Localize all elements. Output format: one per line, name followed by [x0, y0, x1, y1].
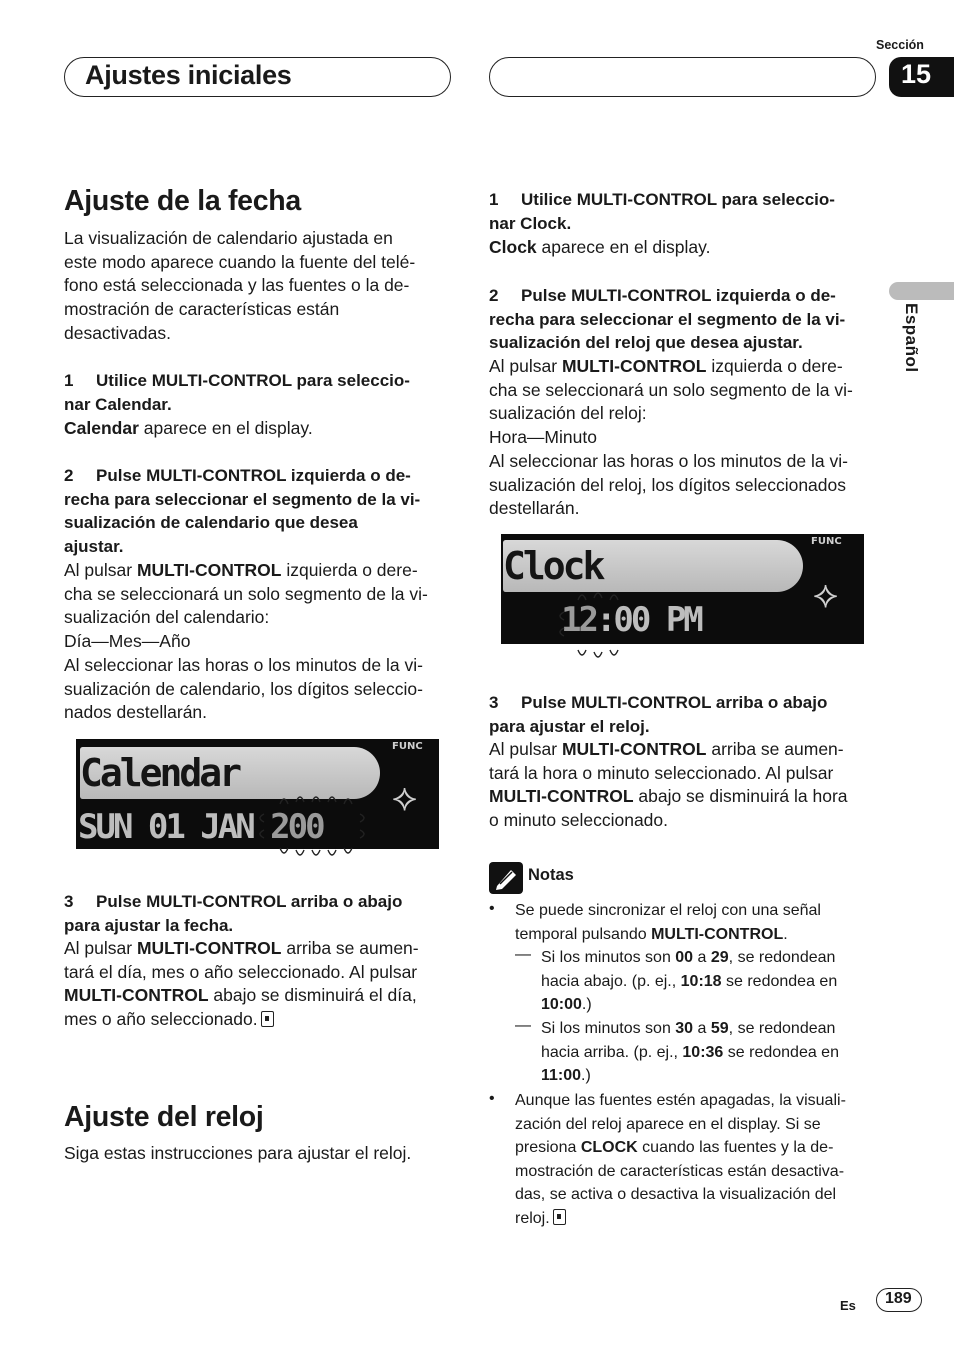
text-span: se redondea en [721, 972, 838, 990]
joystick-icon: ⟡ [392, 777, 418, 819]
text-span: reloj. [515, 1209, 550, 1227]
step-number: 2 [489, 286, 499, 305]
text-span: , se redondean [728, 1020, 836, 1037]
flashing-digits-icon [556, 586, 632, 662]
step-number: 1 [489, 190, 499, 209]
bold-term: Calendar [64, 418, 139, 438]
func-label: FUNC [811, 536, 842, 547]
text-span: , se redondean [728, 949, 836, 966]
section-header [64, 57, 451, 97]
reloj-step-1-body [489, 236, 877, 260]
note-bullet: • [489, 1090, 495, 1107]
notes-pencil-icon [489, 862, 523, 894]
heading-ajuste-reloj: Ajuste del reloj [64, 1101, 264, 1133]
text-span: Si los minutos son [541, 1020, 676, 1037]
page-number: 189 [885, 1290, 912, 1307]
text-line: sualización del calendario: [64, 607, 270, 628]
text-span: abajo se disminuirá el día, [208, 985, 417, 1006]
text-span: arriba se aumen- [706, 739, 844, 759]
fecha-step-3-body [64, 937, 452, 1032]
fecha-step-1-body [64, 417, 452, 441]
text-line: Se puede sincronizar el reloj con una señal [515, 902, 821, 919]
text-line: para ajustar el reloj. [489, 716, 650, 736]
step-number: 1 [64, 371, 74, 390]
language-tab-bar [889, 282, 954, 300]
text-line: o minuto seleccionado. [489, 810, 668, 831]
text-span: a [693, 1020, 711, 1037]
text-line: Al seleccionar las horas o los minutos de la vi- [489, 450, 848, 471]
text-span: . [783, 925, 788, 943]
text-line: sualización de calendario que desea [64, 513, 358, 533]
language-tab-label: Español [902, 303, 921, 373]
fecha-step-2-body [64, 559, 452, 725]
text-span: SUN 01 JAN [78, 807, 271, 847]
text-span: a [693, 949, 711, 966]
text-span: mes o año seleccionado. [64, 1009, 258, 1030]
text-line: nar Calendar. [64, 394, 172, 414]
note-dash: — [515, 1017, 531, 1034]
text-span: presiona [515, 1139, 581, 1157]
bold-term: 11:00 [541, 1067, 582, 1085]
bold-term: MULTI-CONTROL [561, 739, 707, 759]
text-line: para ajustar la fecha. [64, 915, 234, 935]
text-line: mostración de características están desactiva- [515, 1162, 845, 1180]
bold-term: 59 [710, 1020, 729, 1037]
section-title: Ajustes iniciales [85, 60, 292, 90]
text-span: aparece en el display. [138, 418, 313, 438]
text-line: recha para seleccionar el segmento de la vi- [64, 489, 421, 509]
text-span: 12 [561, 600, 596, 640]
notes-title: Notas [528, 866, 574, 884]
text-span: .) [581, 996, 592, 1014]
func-label: FUNC [392, 741, 423, 752]
text-span: Al pulsar [489, 356, 562, 376]
text-span: izquierda o dere- [706, 356, 843, 376]
text-line: Pulse MULTI-CONTROL izquierda o de- [96, 466, 411, 485]
step-number: 3 [489, 693, 499, 712]
bold-term: MULTI-CONTROL [561, 356, 707, 376]
text-line: cha se seleccionará un solo segmento de la vi- [64, 583, 428, 604]
text-line: destellarán. [489, 498, 580, 519]
text-line: sualización del reloj que desea ajustar. [489, 333, 803, 353]
text-line: Pulse MULTI-CONTROL izquierda o de- [521, 286, 836, 305]
footer-language-code: Es [840, 1298, 856, 1313]
text-line: das, se activa o desactiva la visualización del [515, 1186, 837, 1204]
text-line: Utilice MULTI-CONTROL para seleccio- [96, 371, 410, 390]
bold-term: MULTI-CONTROL [136, 560, 282, 580]
note-dash: — [515, 946, 531, 963]
heading-ajuste-fecha: Ajuste de la fecha [64, 185, 301, 217]
seccion-label: Sección [876, 38, 924, 52]
text-span: cuando las fuentes y la de- [637, 1139, 834, 1157]
text-line: este modo aparece cuando la fuente del telé- [64, 251, 416, 272]
bold-term: MULTI-CONTROL [136, 938, 282, 958]
text-line: recha para seleccionar el segmento de la vi- [489, 309, 846, 329]
text-line: nados destellarán. [64, 702, 208, 723]
bold-term: 29 [710, 949, 729, 966]
bold-term: MULTI-CONTROL [651, 925, 784, 943]
text-line: ajustar. [64, 537, 124, 557]
end-of-section-icon [553, 1209, 566, 1225]
text-span: abajo se disminuirá la hora [633, 786, 848, 807]
text-line: Hora—Minuto [489, 427, 597, 448]
section-number: 15 [901, 59, 932, 89]
text-line: tará la hora o minuto seleccionado. Al pulsar [489, 762, 834, 783]
reloj-step-3-body [489, 738, 877, 833]
text-span: .) [581, 1067, 591, 1085]
fecha-step-3 [64, 890, 456, 937]
text-line: cha se seleccionará un solo segmento de la vi- [489, 379, 853, 400]
text-line: Pulse MULTI-CONTROL arriba o abajo [521, 693, 828, 712]
text-line: Pulse MULTI-CONTROL arriba o abajo [96, 892, 403, 911]
note-1-sub-1 [541, 946, 837, 1017]
step-number: 3 [64, 892, 74, 911]
text-span: 200 [270, 807, 323, 847]
step-number: 2 [64, 466, 74, 485]
bold-term: 10:18 [680, 972, 722, 990]
text-line: Aunque las fuentes estén apagadas, la visuali- [515, 1092, 846, 1109]
note-1 [515, 899, 821, 946]
text-span: arriba se aumen- [281, 938, 419, 958]
bold-term: 30 [675, 1020, 694, 1037]
text-line: Día—Mes—Año [64, 631, 191, 652]
text-line: mostración de características están [64, 299, 340, 320]
text-span: hacia abajo. (p. ej., [541, 972, 681, 990]
flashing-digits-icon [256, 790, 368, 862]
bold-term: 10:00 [541, 996, 582, 1014]
text-span: temporal pulsando [515, 925, 652, 943]
reloj-step-1 [489, 188, 881, 235]
text-line: fono está seleccionada y las fuentes o la de- [64, 275, 410, 296]
text-line: La visualización de calendario ajustada en [64, 228, 393, 248]
bold-term: 10:36 [682, 1043, 724, 1061]
text-line: desactivadas. [64, 322, 172, 343]
section-number-badge [889, 57, 954, 97]
reloj-step-2 [489, 284, 881, 355]
bold-term: 00 [675, 949, 694, 966]
bold-term: MULTI-CONTROL [489, 786, 634, 807]
text-line: sualización del reloj, los dígitos seleccionados [489, 474, 847, 495]
fecha-intro [64, 227, 452, 346]
text-line: sualización de calendario, los dígitos seleccio- [64, 678, 423, 699]
text-span: Al pulsar [64, 938, 137, 958]
bold-term: MULTI-CONTROL [64, 985, 209, 1006]
text-span: Al pulsar [64, 560, 137, 580]
text-line: Utilice MULTI-CONTROL para seleccio- [521, 190, 835, 209]
display-line-1: Calendar [80, 751, 240, 795]
text-line: tará el día, mes o año seleccionado. Al pulsar [64, 961, 418, 982]
text-line: zación del reloj aparece en el display. Si se [515, 1115, 821, 1133]
text-span: Si los minutos son [541, 949, 676, 966]
joystick-icon: ⟡ [813, 574, 839, 616]
text-span: izquierda o dere- [281, 560, 418, 580]
display-line-1: Clock [503, 544, 603, 588]
text-span: hacia arriba. (p. ej., [541, 1043, 683, 1061]
reloj-step-2-body [489, 355, 877, 521]
note-bullet: • [489, 900, 495, 917]
text-line: sualización del reloj: [489, 403, 647, 424]
fecha-step-1 [64, 369, 456, 416]
reloj-intro: Siga estas instrucciones para ajustar el reloj. [64, 1143, 412, 1163]
bold-term: CLOCK [580, 1139, 638, 1157]
end-of-section-icon [261, 1011, 274, 1027]
note-2 [515, 1089, 846, 1231]
reloj-step-3 [489, 691, 881, 738]
text-line: Al seleccionar las horas o los minutos de la vi- [64, 654, 423, 675]
text-span: :00 PM [595, 600, 701, 640]
text-span: aparece en el display. [536, 237, 711, 257]
text-span: Al pulsar [489, 739, 562, 759]
fecha-step-2 [64, 464, 456, 559]
page-number-badge [876, 1288, 922, 1312]
text-line: nar Clock. [489, 213, 572, 233]
header-empty-pill [489, 57, 876, 97]
note-1-sub-2 [541, 1017, 839, 1088]
text-span: se redondea en [723, 1043, 839, 1061]
bold-term: Clock [489, 237, 537, 257]
